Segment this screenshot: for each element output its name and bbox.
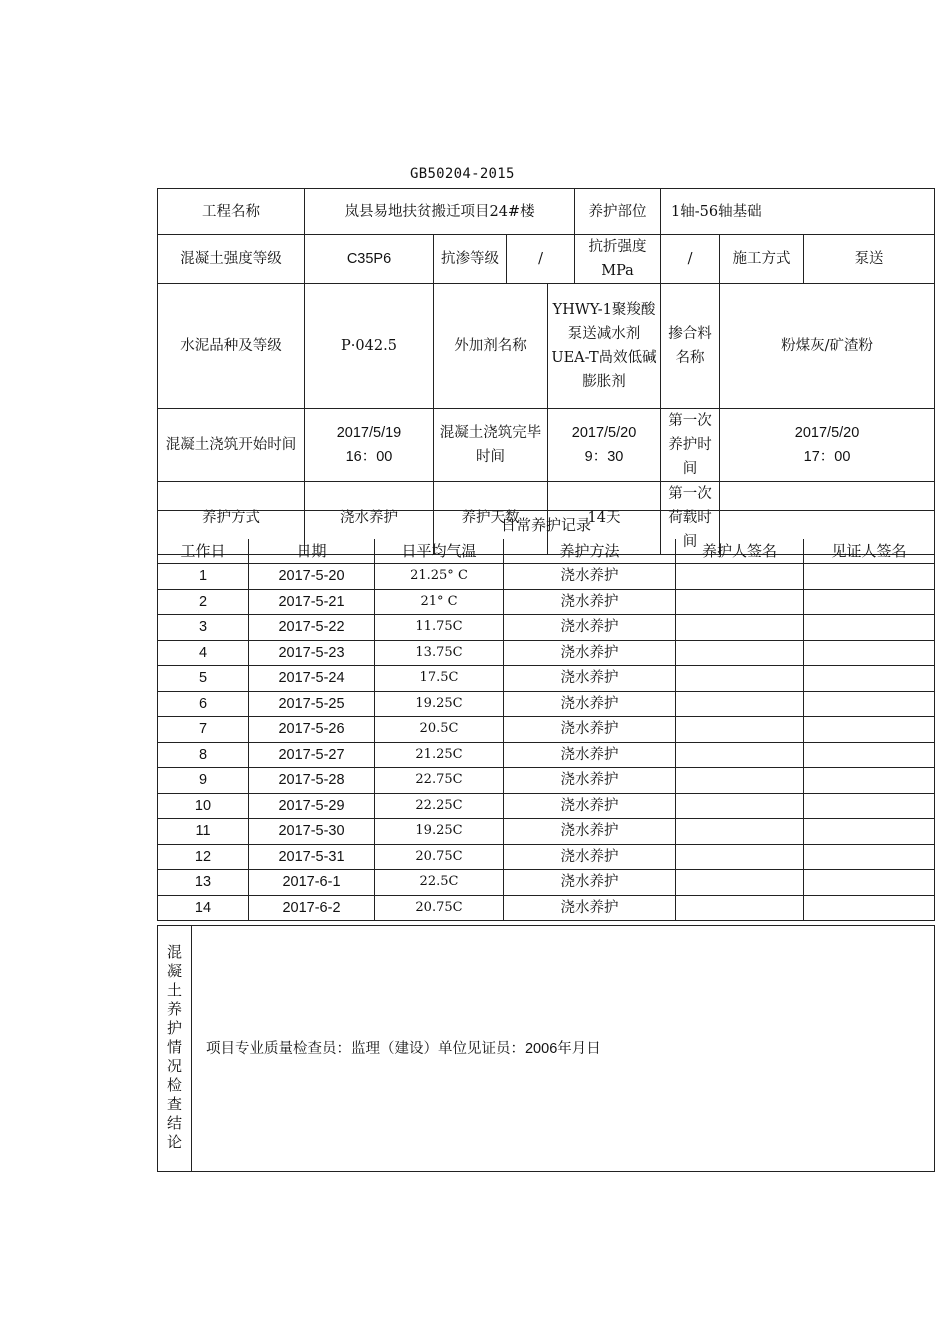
row-date: 2017-5-30 (249, 819, 375, 845)
row-curing-method: 浇水养护 (504, 793, 676, 819)
row-witness-signature (804, 691, 935, 717)
row-date: 2017-5-25 (249, 691, 375, 717)
row-witness-signature (804, 615, 935, 641)
row-curing-method: 浇水养护 (504, 819, 676, 845)
row-witness-signature (804, 844, 935, 870)
row-workday: 13 (158, 870, 249, 896)
row-curing-signature (676, 666, 804, 692)
row-curing-signature (676, 589, 804, 615)
cement-value: P·042.5 (305, 284, 434, 409)
row-date: 2017-5-24 (249, 666, 375, 692)
row-avg-temp: 20.75C (375, 895, 504, 921)
row-curing-method: 浇水养护 (504, 640, 676, 666)
table-row (158, 895, 935, 921)
info-table (157, 188, 935, 555)
row-curing-signature (676, 615, 804, 641)
impermeability-value: / (507, 235, 575, 284)
row-date: 2017-5-27 (249, 742, 375, 768)
row-workday: 6 (158, 691, 249, 717)
row-curing-method: 浇水养护 (504, 870, 676, 896)
row-curing-method: 浇水养护 (504, 768, 676, 794)
flexural-strength-label: 抗折强度MPa (575, 235, 661, 284)
row-workday: 11 (158, 819, 249, 845)
blend-value: 粉煤灰/矿渣粉 (720, 284, 935, 409)
pour-start-label: 混凝土浇筑开始时间 (158, 409, 305, 482)
pour-start-date: 2017/5/19 (336, 425, 402, 441)
row-avg-temp: 17.5C (375, 666, 504, 692)
row-avg-temp: 19.25C (375, 691, 504, 717)
row-avg-temp: 11.75C (375, 615, 504, 641)
curing-part-label: 养护部位 (575, 189, 661, 235)
row-curing-signature (676, 640, 804, 666)
admixture-value-2: UEA-T咼效低碱膨胀剂 (551, 350, 657, 390)
row-curing-method: 浇水养护 (504, 895, 676, 921)
curing-method-label: 养护方式 (158, 482, 305, 555)
strength-grade-value: C35P6 (305, 235, 434, 284)
row-date: 2017-6-2 (249, 895, 375, 921)
first-load-label: 第一次荷载时间 (661, 482, 720, 555)
row-witness-signature (804, 717, 935, 743)
table-row (158, 691, 935, 717)
row-date: 2017-5-23 (249, 640, 375, 666)
table-row (158, 640, 935, 666)
row-witness-signature (804, 640, 935, 666)
row-curing-method: 浇水养护 (504, 742, 676, 768)
log-title: 日常养护记录 (158, 511, 935, 540)
first-curing-value (720, 409, 935, 482)
row-avg-temp: 20.5C (375, 717, 504, 743)
row-workday: 5 (158, 666, 249, 692)
first-curing-label: 第一次养护时间 (661, 409, 720, 482)
row-curing-method: 浇水养护 (504, 717, 676, 743)
row-workday: 8 (158, 742, 249, 768)
row-date: 2017-5-21 (249, 589, 375, 615)
row-avg-temp: 19.25C (375, 819, 504, 845)
table-row (158, 564, 935, 590)
pour-end-label: 混凝土浇筑完毕时间 (434, 409, 548, 482)
row-curing-method: 浇水养护 (504, 589, 676, 615)
table-row (158, 870, 935, 896)
project-name-label: 工程名称 (158, 189, 305, 235)
table-row (158, 768, 935, 794)
row-witness-signature (804, 895, 935, 921)
pour-end-value (548, 409, 661, 482)
row-workday: 3 (158, 615, 249, 641)
row-workday: 14 (158, 895, 249, 921)
pour-end-time: 9：30 (584, 449, 624, 465)
first-curing-date: 2017/5/20 (794, 425, 860, 441)
blend-label: 掺合料名称 (661, 284, 720, 409)
pour-end-date: 2017/5/20 (571, 425, 637, 441)
project-name-value: 岚县易地扶贫搬迁项目24#楼 (305, 189, 575, 235)
header-date: 日期 (249, 539, 375, 564)
row-witness-signature (804, 666, 935, 692)
row-curing-method: 浇水养护 (504, 564, 676, 590)
pour-start-time: 16：00 (345, 449, 393, 465)
construction-method-label: 施工方式 (720, 235, 804, 284)
row-avg-temp: 21.25C (375, 742, 504, 768)
row-workday: 10 (158, 793, 249, 819)
header-workday: 工作日 (158, 539, 249, 564)
row-witness-signature (804, 768, 935, 794)
row-curing-signature (676, 564, 804, 590)
header-curing-signature: 养护人签名 (676, 539, 804, 564)
row-date: 2017-5-29 (249, 793, 375, 819)
row-witness-signature (804, 819, 935, 845)
row-curing-method: 浇水养护 (504, 691, 676, 717)
table-row (158, 844, 935, 870)
row-witness-signature (804, 742, 935, 768)
curing-days-label: 养护天数 (434, 482, 548, 555)
header-avg-temp: 日平均气温 (375, 539, 504, 564)
curing-part-value: 1轴-56轴基础 (661, 189, 935, 235)
row-witness-signature (804, 870, 935, 896)
row-workday: 7 (158, 717, 249, 743)
row-avg-temp: 21° C (375, 589, 504, 615)
row-curing-signature (676, 844, 804, 870)
row-workday: 1 (158, 564, 249, 590)
header-curing-method: 养护方法 (504, 539, 676, 564)
table-row (158, 742, 935, 768)
row-workday: 9 (158, 768, 249, 794)
row-curing-signature (676, 742, 804, 768)
header-witness-signature: 见证人签名 (804, 539, 935, 564)
row-avg-temp: 20.75C (375, 844, 504, 870)
row-curing-signature (676, 870, 804, 896)
row-date: 2017-5-22 (249, 615, 375, 641)
table-row (158, 666, 935, 692)
conclusion-table (157, 925, 935, 1172)
impermeability-label: 抗渗等级 (434, 235, 507, 284)
admixture-label: 外加剂名称 (434, 284, 548, 409)
table-row (158, 589, 935, 615)
first-curing-time: 17：00 (803, 449, 851, 465)
pour-start-value (305, 409, 434, 482)
row-curing-signature (676, 819, 804, 845)
row-workday: 12 (158, 844, 249, 870)
conclusion-side-label (158, 926, 192, 1172)
row-curing-method: 浇水养护 (504, 666, 676, 692)
row-curing-signature (676, 895, 804, 921)
standard-code: GB50204-2015 (410, 166, 515, 182)
row-avg-temp: 22.25C (375, 793, 504, 819)
row-date: 2017-5-28 (249, 768, 375, 794)
row-avg-temp: 22.5C (375, 870, 504, 896)
row-curing-method: 浇水养护 (504, 844, 676, 870)
admixture-value (548, 284, 661, 409)
curing-days-value: 14天 (548, 482, 661, 555)
row-date: 2017-5-26 (249, 717, 375, 743)
admixture-value-1: YHWY-1聚羧酸泵送减水剂 (552, 302, 656, 342)
conclusion-side-label-text: 混凝土养护情况检查结论 (166, 943, 182, 1151)
daily-curing-log (157, 510, 935, 921)
row-avg-temp: 22.75C (375, 768, 504, 794)
strength-grade-label: 混凝土强度等级 (158, 235, 305, 284)
row-avg-temp: 13.75C (375, 640, 504, 666)
row-workday: 4 (158, 640, 249, 666)
table-row (158, 793, 935, 819)
row-curing-signature (676, 768, 804, 794)
row-witness-signature (804, 564, 935, 590)
construction-method-value: 泵送 (804, 235, 935, 284)
row-curing-signature (676, 793, 804, 819)
table-row (158, 717, 935, 743)
table-row (158, 819, 935, 845)
row-curing-signature (676, 717, 804, 743)
row-witness-signature (804, 589, 935, 615)
row-witness-signature (804, 793, 935, 819)
curing-method-value: 浇水养护 (305, 482, 434, 555)
row-curing-method: 浇水养护 (504, 615, 676, 641)
cement-label: 水泥品种及等级 (158, 284, 305, 409)
conclusion-signature-line: 项目专业质量检查员：监理（建设）单位见证员：2006年月日 (192, 926, 935, 1172)
row-workday: 2 (158, 589, 249, 615)
table-row (158, 615, 935, 641)
row-date: 2017-6-1 (249, 870, 375, 896)
row-date: 2017-5-31 (249, 844, 375, 870)
flexural-strength-value: / (661, 235, 720, 284)
row-date: 2017-5-20 (249, 564, 375, 590)
row-avg-temp: 21.25° C (375, 564, 504, 590)
row-curing-signature (676, 691, 804, 717)
log-body (158, 564, 935, 921)
